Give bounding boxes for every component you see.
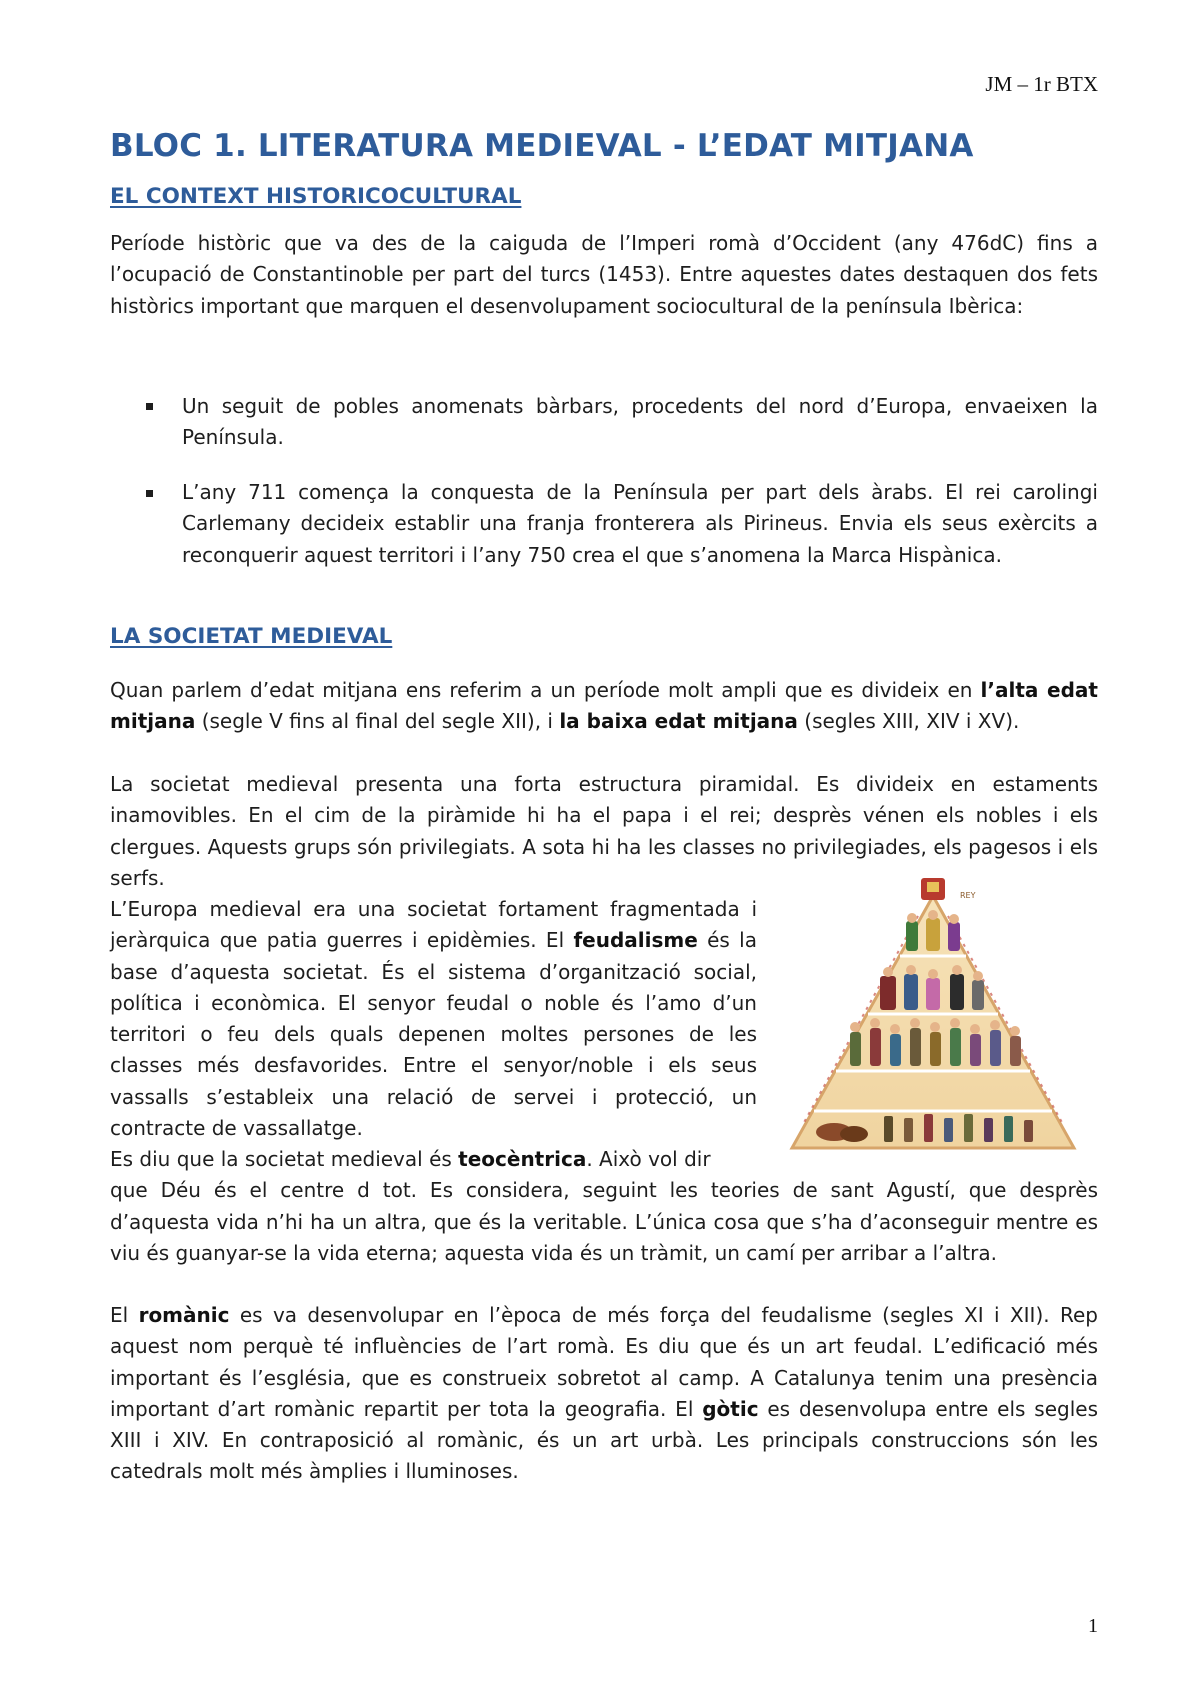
- paragraph-feudalism: L’Europa medieval era una societat fortament fragmentada i jeràrquica que patia guerres i epidèmies. El feudalisme és la base d’aquesta societat. És el sistema d’organització social, política i econòmica. El senyor feudal o noble és l’amo d’un territori o feu dels quals depenen moltes persones de les classes més desfavorides. Entre el senyor/noble i els seus vassalls s’estableix una relació de servei i protecció, un contracte de vassallatge.: [110, 897, 757, 1141]
- bullet-icon: [146, 490, 153, 497]
- pyramid-top-label: REY: [960, 891, 976, 900]
- section-heading-context: EL CONTEXT HISTORICOCULTURAL: [110, 184, 522, 209]
- tier-royalty-figures: [906, 910, 960, 951]
- paragraph-theocentric: Es diu que la societat medieval és teocèntrica. Això vol dir que Déu és el centre d tot. Es considera, seguint les teories de sant Agustí, que desprès d’aquesta vida n’hi ha un altra, que és la veritable. L’única cosa que s’ha d’aconseguir mentre es viu és guanyar-se la vida eterna; aquesta vida és un tràmit, un camí per arribar a l’altra.: [110, 1147, 1098, 1265]
- paragraph-middle-ages-periods: Quan parlem d’edat mitjana ens referim a un període molt ampli que es divideix en l’alta edat mitjana (segle V fins al final del segle XII), i la baixa edat mitjana (segles XIII, XIV i XV).: [110, 678, 1098, 734]
- paragraph-pyramid-structure: La societat medieval presenta una forta estructura piramidal. Es divideix en estaments inamovibles. En el cim de la piràmide hi ha el papa i el rei; desprès vénen els nobles i els clergues. Aquests grups són privilegiats. A sota hi ha les classes no privilegiades, els pagesos i els serfs.: [110, 772, 1098, 890]
- bullet-icon: [146, 403, 153, 410]
- tier-peasants-figures: [850, 1018, 1021, 1066]
- term-feudalisme: feudalisme: [573, 928, 698, 953]
- bullet-item-barbarians: Un seguit de pobles anomenats bàrbars, procedents del nord d’Europa, envaeixen la Península.: [182, 394, 1098, 450]
- document-title: BLOC 1. LITERATURA MEDIEVAL - L’EDAT MITJANA: [110, 128, 974, 164]
- bullet-item-arab-conquest: L’any 711 comença la conquesta de la Península per part dels àrabs. El rei carolingi Carlemany decideix establir una franja fronterera als Pirineus. Envia els seus exèrcits a reconquerir aquest territori i l’any 750 crea el que s’anomena la Marca Hispànica.: [182, 480, 1098, 567]
- paragraph-romanesque-gothic: El romànic es va desenvolupar en l’època de més força del feudalisme (segles XI i XII). Rep aquest nom perquè té influències de l’art romà. Es diu que és un art feudal. L’edificació més important és l’església, que es construeix sobretot al camp. A Catalunya tenim una presència important d’art romànic repartit per tota la geografia. El gòtic es desenvolupa entre els segles XIII i XIV. En contraposició al romànic, és un art urbà. Les principals construccions són les catedrals molt més àmplies i lluminoses.: [110, 1303, 1098, 1484]
- page-number: 1: [1088, 1615, 1098, 1637]
- term-baixa-edat-mitjana: la baixa edat mitjana: [559, 709, 798, 734]
- term-alta-edat-mitjana: l’alta edat mitjana: [110, 678, 1098, 734]
- term-teocentrica: teocèntrica: [458, 1147, 587, 1171]
- page-header: JM – 1r BTX: [985, 72, 1098, 96]
- section-heading-society: LA SOCIETAT MEDIEVAL: [110, 624, 393, 649]
- context-intro-paragraph: Període històric que va des de la caiguda de l’Imperi romà d’Occident (any 476dC) fins a l’ocupació de Constantinoble per part del turcs (1453). Entre aquestes dates destaquen dos fets històrics important que marquen el desenvolupament sociocultural de la península Ibèrica:: [110, 231, 1098, 318]
- term-gotic: gòtic: [702, 1396, 759, 1421]
- term-romanic: romànic: [138, 1303, 230, 1327]
- feudal-pyramid-illustration: [788, 876, 1078, 1158]
